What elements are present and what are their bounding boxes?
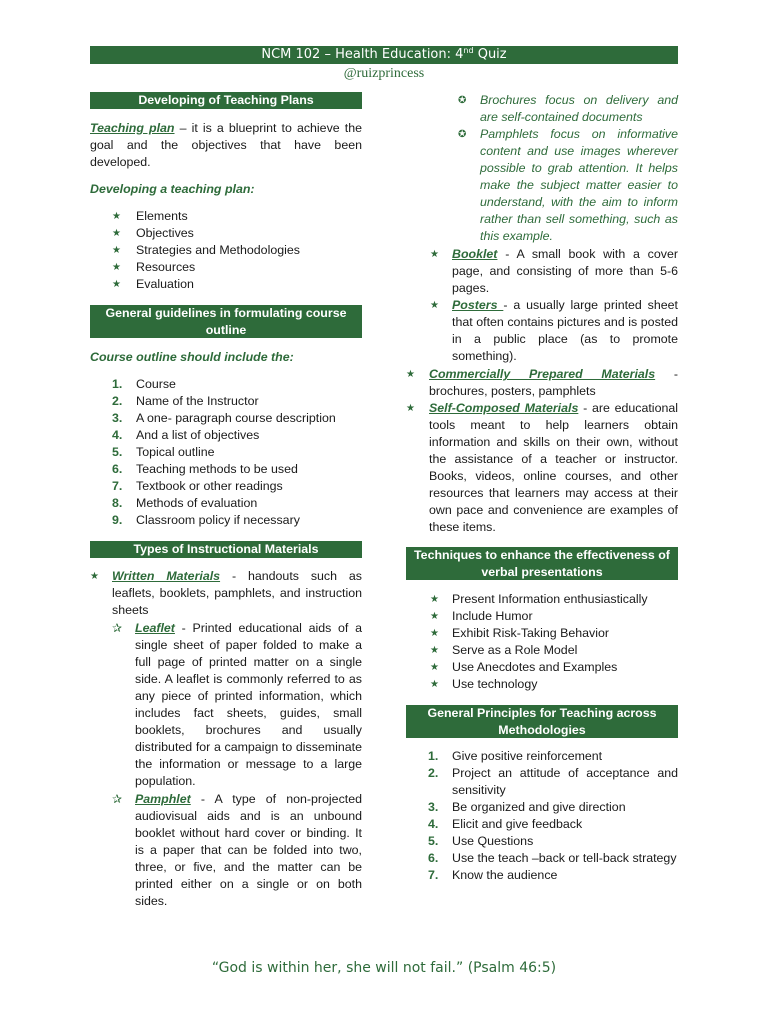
pamphlets-note: ✪ Pamphlets focus on informative content and use images wherever possible to grab attention. It helps make the subject matter easier to understand, with the aim to inform rather than sell something, such as this example. <box>458 127 678 243</box>
pamphlet-item <box>112 791 362 910</box>
list-item: 4. Elicit and give feedback <box>428 817 583 831</box>
list-item: 5. Topical outline <box>112 445 215 459</box>
self-composed-materials-item <box>406 400 678 536</box>
booklet-term: Booklet <box>452 247 498 261</box>
self-composed-materials-text: - are educational tools meant to help learners obtain information and skills on their own, without the assistance of a teacher or instructor. Books, videos, online courses, and other resources that learners may access at their own pace and convenience are examples of these items. <box>429 401 678 534</box>
ring-bullet-icon: ✪ <box>458 129 467 140</box>
commercial-materials-text: - brochures, posters, pamphlets <box>429 367 678 398</box>
course-outline-heading: Course outline should include the: <box>90 350 294 364</box>
list-item: 6. Teaching methods to be used <box>112 462 298 476</box>
list-item: 6. Use the teach –back or tell-back strategy <box>428 851 677 865</box>
star-bullet-icon: ★ <box>430 628 439 639</box>
author-handle: @ruizprincess <box>343 66 425 81</box>
footer-quote: “God is within her, she will not fail.” (Psalm 46:5) <box>211 960 557 976</box>
list-item: 8. Methods of evaluation <box>112 496 258 510</box>
page-title <box>90 46 678 64</box>
list-item: ★ Use technology <box>430 677 538 691</box>
star-bullet-icon: ★ <box>112 245 121 256</box>
techniques-list <box>430 591 678 693</box>
written-materials-item <box>90 568 362 619</box>
list-item: 1. Give positive reinforcement <box>428 749 603 763</box>
list-item: ★ Exhibit Risk-Taking Behavior <box>430 626 610 640</box>
title-text: NCM 102 – Health Education: 4 <box>261 47 464 62</box>
list-item: ★ Elements <box>112 209 188 223</box>
booklet-item <box>430 246 678 297</box>
section-header-instructional-materials: Types of Instructional Materials <box>90 541 362 558</box>
star-bullet-icon: ★ <box>430 679 439 690</box>
open-star-bullet-icon: ✰ <box>112 621 123 635</box>
list-item: ★ Strategies and Methodologies <box>112 243 300 257</box>
self-composed-materials-term: Self-Composed Materials <box>429 401 579 415</box>
leaflet-text: - Printed educational aids of a single sheet of paper folded to make a full page of printed matter on a single side. A leaflet is commonly referred to as any piece of printed information, which includes fact sheets, guides, small booklets, brochures and usually distributed for a campaign to disseminate the information or message to a large population. <box>135 621 362 788</box>
list-item: 2. Project an attitude of acceptance and sensitivity <box>428 766 678 797</box>
posters-item <box>430 297 678 365</box>
developing-plan-heading: Developing a teaching plan: <box>90 182 255 196</box>
list-item: 3. A one- paragraph course description <box>112 411 336 425</box>
list-item: 3. Be organized and give direction <box>428 800 626 814</box>
pamphlet-text: - A type of non-projected audiovisual aids and is an unbound booklet without hard cover or binding. It is a paper that can be folded into two, three, or five, and the matter can be printed either on a single or on both sides. <box>135 792 362 908</box>
list-item: ★ Use Anecdotes and Examples <box>430 660 618 674</box>
list-item: 7. Textbook or other readings <box>112 479 283 493</box>
star-bullet-icon: ★ <box>430 594 439 605</box>
leaflet-item <box>112 620 362 790</box>
title-superscript: nd <box>463 46 474 55</box>
star-bullet-icon: ★ <box>406 369 415 380</box>
written-materials-text: - handouts such as leaflets, booklets, pamphlets, and instruction sheets <box>112 569 363 617</box>
star-bullet-icon: ★ <box>430 300 439 311</box>
star-bullet-icon: ★ <box>430 662 439 673</box>
written-materials-term: Written Materials <box>112 569 221 583</box>
star-bullet-icon: ★ <box>112 262 121 273</box>
star-bullet-icon: ★ <box>430 645 439 656</box>
ring-bullet-icon: ✪ <box>458 95 467 106</box>
star-bullet-icon: ★ <box>112 228 121 239</box>
list-item: 5. Use Questions <box>428 834 534 848</box>
list-item: 2. Name of the Instructor <box>112 394 259 408</box>
list-item: ★ Objectives <box>112 226 194 240</box>
pamphlet-term: Pamphlet <box>135 792 191 806</box>
star-bullet-icon: ★ <box>430 249 439 260</box>
section-header-teaching-plans: Developing of Teaching Plans <box>90 92 362 109</box>
star-bullet-icon: ★ <box>90 571 99 582</box>
leaflet-term: Leaflet <box>135 621 175 635</box>
list-item: 9. Classroom policy if necessary <box>112 513 300 527</box>
star-bullet-icon: ★ <box>430 611 439 622</box>
star-bullet-icon: ★ <box>112 211 121 222</box>
section-header-course-outline: General guidelines in formulating course outline <box>90 305 362 338</box>
brochures-note: ✪ Brochures focus on delivery and are self-contained documents <box>458 93 678 124</box>
list-item: ★ Resources <box>112 260 196 274</box>
course-outline-list <box>112 376 362 529</box>
title-suffix: Quiz <box>473 47 507 62</box>
list-item: ★ Include Humor <box>430 609 533 623</box>
open-star-bullet-icon: ✰ <box>112 792 123 806</box>
teaching-plan-definition <box>90 120 362 171</box>
booklet-text: - A small book with a cover page, and consisting of more than 5-6 pages. <box>452 247 678 295</box>
list-item: ★ Present Information enthusiastically <box>430 592 648 606</box>
list-item: 4. And a list of objectives <box>112 428 260 442</box>
posters-term: Posters <box>452 298 504 312</box>
list-item: ★ Evaluation <box>112 277 194 291</box>
commercial-materials-item <box>406 366 678 400</box>
plan-elements-list <box>112 208 362 293</box>
posters-text: - a usually large printed sheet that often contains pictures and is posted in a public place (as to promote something). <box>452 298 678 363</box>
section-header-techniques: Techniques to enhance the effectiveness of verbal presentations <box>406 547 678 580</box>
commercial-materials-term: Commercially Prepared Materials <box>429 367 656 381</box>
star-bullet-icon: ★ <box>406 403 415 414</box>
list-item: 7. Know the audience <box>428 868 558 882</box>
principles-list <box>428 748 678 884</box>
star-bullet-icon: ★ <box>112 279 121 290</box>
list-item: ★ Serve as a Role Model <box>430 643 578 657</box>
list-item: 1. Course <box>112 377 176 391</box>
section-header-principles: General Principles for Teaching across Methodologies <box>406 705 678 738</box>
teaching-plan-term: Teaching plan <box>90 121 175 135</box>
teaching-plan-text: – it is a blueprint to achieve the goal and the objectives that have been developed. <box>90 121 362 169</box>
